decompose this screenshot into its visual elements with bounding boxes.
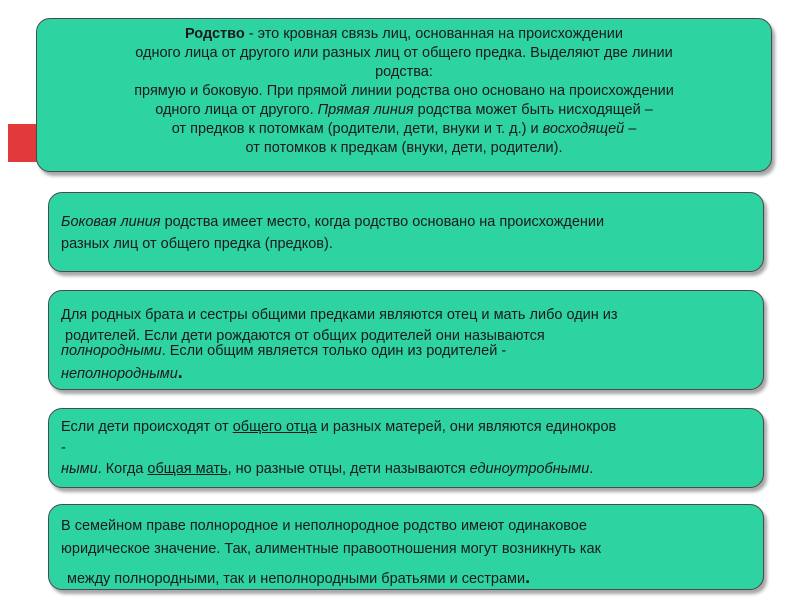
term-ascending: восходящей: [542, 121, 625, 137]
card4-line3: ными. Когда общая мать, но разные отцы, дети называются единоутробными.: [61, 461, 594, 477]
term-common-father: общего отца: [232, 419, 317, 435]
consanguine-card: [48, 408, 764, 488]
collateral-line-card: [48, 192, 764, 272]
card5-line2: юридическое значение. Так, алиментные правоотношения могут возникнуть как: [61, 541, 601, 557]
card1-line2: одного лица от другого или разных лиц от общего предка. Выделяют две линии: [135, 45, 673, 61]
term-direct-line: Прямая линия: [317, 102, 414, 118]
card1-line3: родства:: [375, 64, 433, 80]
card5-line3: между полнородными, так и неполнородными братьями и сестрами.: [67, 567, 531, 587]
card2-line2: разных лиц от общего предка (предков).: [61, 236, 333, 252]
term-collateral-line: Боковая линия: [61, 214, 161, 230]
card3-line1: Для родных брата и сестры общими предками являются отец и мать либо один из: [61, 307, 618, 323]
card3-line2: родителей. Если дети рождаются от общих родителей они называются: [65, 328, 545, 344]
card3-line4: неполнородными.: [61, 362, 183, 382]
family-law-card: [48, 504, 764, 590]
card2-line1: Боковая линия родства имеет место, когда родство основано на происхождении: [61, 214, 605, 230]
card1-line6: от предков к потомкам (родители, дети, внуки и т. д.) и восходящей –: [171, 121, 637, 137]
card1-line4: прямую и боковую. При прямой линии родства оно основано на происхождении: [134, 83, 674, 99]
siblings-card: [48, 290, 764, 390]
card1-line5: одного лица от другого. Прямая линия родства может быть нисходящей –: [155, 102, 653, 118]
card1-line1: Родство - это кровная связь лиц, основанная на происхождении: [184, 26, 623, 42]
term-common-mother: общая мать: [147, 461, 228, 477]
card4-line2: -: [61, 440, 66, 456]
card4-line1: Если дети происходят от общего отца и разных матерей, они являются единокров: [61, 419, 617, 435]
term-full-blood: полнородными: [61, 343, 162, 359]
kinship-definition-card: [36, 18, 772, 172]
card3-line3: полнородными. Если общим является только один из родителей -: [61, 343, 507, 359]
term-kinship: Родство: [184, 26, 245, 42]
term-uterine: единоутробными: [469, 461, 590, 477]
card5-line1: В семейном праве полнородное и неполнородное родство имеют одинаковое: [61, 518, 587, 534]
card1-line7: от потомков к предкам (внуки, дети, родители).: [245, 140, 563, 156]
term-half-blood: неполнородными: [61, 366, 178, 382]
